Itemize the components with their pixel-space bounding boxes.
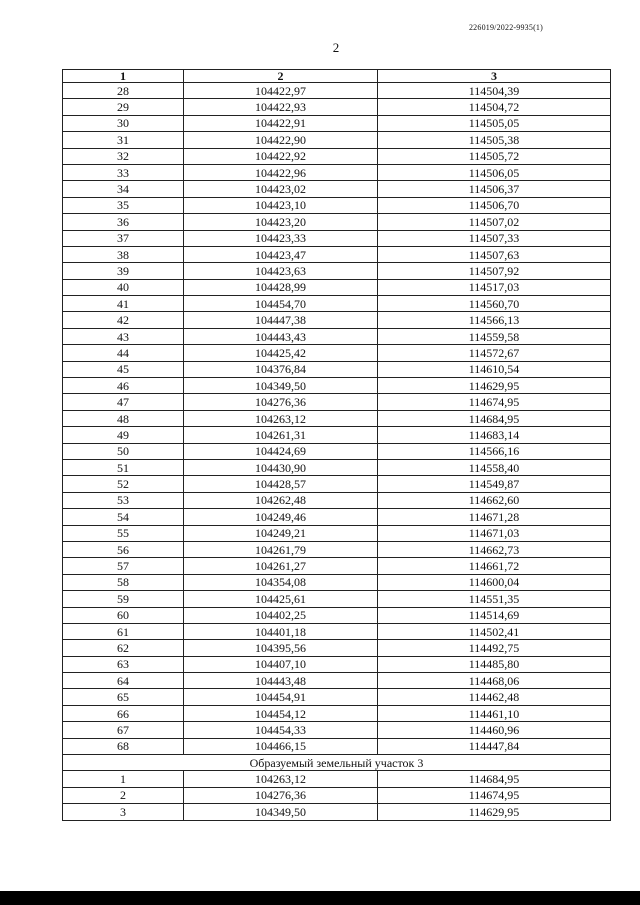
point-number-cell: 46	[63, 378, 184, 394]
table-row	[63, 640, 611, 656]
x-coordinate-cell: 104261,79	[184, 541, 378, 557]
table-row	[63, 673, 611, 689]
point-number-cell: 30	[63, 115, 184, 131]
x-coordinate-cell: 104428,99	[184, 279, 378, 295]
point-number-cell: 55	[63, 525, 184, 541]
x-coordinate-cell: 104423,33	[184, 230, 378, 246]
table-row	[63, 509, 611, 525]
table-row	[63, 410, 611, 426]
point-number-cell: 68	[63, 738, 184, 754]
y-coordinate-cell: 114661,72	[378, 558, 611, 574]
table-row	[63, 541, 611, 557]
x-coordinate-cell: 104354,08	[184, 574, 378, 590]
table-row	[63, 328, 611, 344]
table-row	[63, 443, 611, 459]
header-cell-y: 3	[378, 70, 611, 83]
point-number-cell: 59	[63, 591, 184, 607]
y-coordinate-cell: 114629,95	[378, 378, 611, 394]
point-number-cell: 47	[63, 394, 184, 410]
y-coordinate-cell: 114629,95	[378, 804, 611, 820]
section-title: Образуемый земельный участок 3	[63, 755, 611, 771]
table-row	[63, 296, 611, 312]
point-number-cell: 61	[63, 623, 184, 639]
point-number-cell: 41	[63, 296, 184, 312]
table-row	[63, 214, 611, 230]
point-number-cell: 56	[63, 541, 184, 557]
y-coordinate-cell: 114505,72	[378, 148, 611, 164]
document-number: 226019/2022-9935(1)	[468, 23, 543, 32]
point-number-cell: 44	[63, 345, 184, 361]
y-coordinate-cell: 114485,80	[378, 656, 611, 672]
x-coordinate-cell: 104423,63	[184, 263, 378, 279]
point-number-cell: 1	[63, 771, 184, 787]
point-number-cell: 64	[63, 673, 184, 689]
point-number-cell: 45	[63, 361, 184, 377]
point-number-cell: 67	[63, 722, 184, 738]
y-coordinate-cell: 114504,39	[378, 83, 611, 99]
table-row	[63, 164, 611, 180]
x-coordinate-cell: 104447,38	[184, 312, 378, 328]
table-row	[63, 181, 611, 197]
y-coordinate-cell: 114600,04	[378, 574, 611, 590]
table-row	[63, 246, 611, 262]
y-coordinate-cell: 114560,70	[378, 296, 611, 312]
point-number-cell: 52	[63, 476, 184, 492]
point-number-cell: 42	[63, 312, 184, 328]
table-row	[63, 378, 611, 394]
y-coordinate-cell: 114671,03	[378, 525, 611, 541]
y-coordinate-cell: 114572,67	[378, 345, 611, 361]
x-coordinate-cell: 104454,12	[184, 705, 378, 721]
point-number-cell: 33	[63, 164, 184, 180]
x-coordinate-cell: 104425,61	[184, 591, 378, 607]
x-coordinate-cell: 104249,21	[184, 525, 378, 541]
y-coordinate-cell: 114558,40	[378, 459, 611, 475]
x-coordinate-cell: 104430,90	[184, 459, 378, 475]
point-number-cell: 57	[63, 558, 184, 574]
y-coordinate-cell: 114506,37	[378, 181, 611, 197]
x-coordinate-cell: 104261,31	[184, 427, 378, 443]
table-row	[63, 525, 611, 541]
table-row	[63, 689, 611, 705]
y-coordinate-cell: 114549,87	[378, 476, 611, 492]
y-coordinate-cell: 114505,05	[378, 115, 611, 131]
table-row	[63, 738, 611, 754]
y-coordinate-cell: 114507,02	[378, 214, 611, 230]
table-row	[63, 591, 611, 607]
page-number: 2	[332, 40, 340, 55]
table-row	[63, 312, 611, 328]
x-coordinate-cell: 104424,69	[184, 443, 378, 459]
point-number-cell: 37	[63, 230, 184, 246]
point-number-cell: 3	[63, 804, 184, 820]
point-number-cell: 54	[63, 509, 184, 525]
x-coordinate-cell: 104349,50	[184, 378, 378, 394]
x-coordinate-cell: 104263,12	[184, 771, 378, 787]
y-coordinate-cell: 114517,03	[378, 279, 611, 295]
point-number-cell: 28	[63, 83, 184, 99]
y-coordinate-cell: 114684,95	[378, 771, 611, 787]
point-number-cell: 65	[63, 689, 184, 705]
y-coordinate-cell: 114566,16	[378, 443, 611, 459]
table-row	[63, 771, 611, 787]
x-coordinate-cell: 104263,12	[184, 410, 378, 426]
x-coordinate-cell: 104395,56	[184, 640, 378, 656]
y-coordinate-cell: 114506,05	[378, 164, 611, 180]
y-coordinate-cell: 114505,38	[378, 132, 611, 148]
point-number-cell: 39	[63, 263, 184, 279]
point-number-cell: 35	[63, 197, 184, 213]
point-number-cell: 29	[63, 99, 184, 115]
y-coordinate-cell: 114461,10	[378, 705, 611, 721]
table-row	[63, 804, 611, 820]
table-row	[63, 230, 611, 246]
y-coordinate-cell: 114671,28	[378, 509, 611, 525]
y-coordinate-cell: 114684,95	[378, 410, 611, 426]
y-coordinate-cell: 114662,60	[378, 492, 611, 508]
table-row	[63, 656, 611, 672]
y-coordinate-cell: 114462,48	[378, 689, 611, 705]
table-row	[63, 279, 611, 295]
y-coordinate-cell: 114507,63	[378, 246, 611, 262]
table-row	[63, 197, 611, 213]
y-coordinate-cell: 114447,84	[378, 738, 611, 754]
x-coordinate-cell: 104401,18	[184, 623, 378, 639]
x-coordinate-cell: 104422,92	[184, 148, 378, 164]
table-row	[63, 427, 611, 443]
y-coordinate-cell: 114514,69	[378, 607, 611, 623]
x-coordinate-cell: 104422,90	[184, 132, 378, 148]
table-row	[63, 476, 611, 492]
y-coordinate-cell: 114559,58	[378, 328, 611, 344]
y-coordinate-cell: 114674,95	[378, 787, 611, 803]
point-number-cell: 32	[63, 148, 184, 164]
table-row	[63, 361, 611, 377]
coordinates-table	[62, 69, 611, 821]
point-number-cell: 31	[63, 132, 184, 148]
x-coordinate-cell: 104423,10	[184, 197, 378, 213]
point-number-cell: 50	[63, 443, 184, 459]
header-row	[63, 70, 611, 83]
point-number-cell: 36	[63, 214, 184, 230]
x-coordinate-cell: 104454,91	[184, 689, 378, 705]
y-coordinate-cell: 114662,73	[378, 541, 611, 557]
point-number-cell: 2	[63, 787, 184, 803]
y-coordinate-cell: 114492,75	[378, 640, 611, 656]
point-number-cell: 49	[63, 427, 184, 443]
point-number-cell: 48	[63, 410, 184, 426]
point-number-cell: 51	[63, 459, 184, 475]
scan-bottom-edge	[0, 891, 640, 905]
table-row	[63, 574, 611, 590]
y-coordinate-cell: 114551,35	[378, 591, 611, 607]
x-coordinate-cell: 104422,93	[184, 99, 378, 115]
table-row	[63, 558, 611, 574]
point-number-cell: 34	[63, 181, 184, 197]
x-coordinate-cell: 104276,36	[184, 394, 378, 410]
table-row	[63, 459, 611, 475]
x-coordinate-cell: 104349,50	[184, 804, 378, 820]
x-coordinate-cell: 104422,91	[184, 115, 378, 131]
x-coordinate-cell: 104423,02	[184, 181, 378, 197]
x-coordinate-cell: 104407,10	[184, 656, 378, 672]
point-number-cell: 63	[63, 656, 184, 672]
x-coordinate-cell: 104428,57	[184, 476, 378, 492]
point-number-cell: 38	[63, 246, 184, 262]
table-row	[63, 705, 611, 721]
point-number-cell: 53	[63, 492, 184, 508]
x-coordinate-cell: 104262,48	[184, 492, 378, 508]
x-coordinate-cell: 104443,48	[184, 673, 378, 689]
table-row	[63, 394, 611, 410]
point-number-cell: 66	[63, 705, 184, 721]
x-coordinate-cell: 104402,25	[184, 607, 378, 623]
x-coordinate-cell: 104423,47	[184, 246, 378, 262]
point-number-cell: 40	[63, 279, 184, 295]
y-coordinate-cell: 114506,70	[378, 197, 611, 213]
x-coordinate-cell: 104466,15	[184, 738, 378, 754]
y-coordinate-cell: 114460,96	[378, 722, 611, 738]
x-coordinate-cell: 104454,70	[184, 296, 378, 312]
x-coordinate-cell: 104249,46	[184, 509, 378, 525]
table-row	[63, 132, 611, 148]
table-row	[63, 263, 611, 279]
x-coordinate-cell: 104376,84	[184, 361, 378, 377]
table-row	[63, 148, 611, 164]
table-row	[63, 115, 611, 131]
point-number-cell: 62	[63, 640, 184, 656]
y-coordinate-cell: 114502,41	[378, 623, 611, 639]
header-cell-x: 2	[184, 70, 378, 83]
x-coordinate-cell: 104443,43	[184, 328, 378, 344]
x-coordinate-cell: 104422,96	[184, 164, 378, 180]
table-row	[63, 607, 611, 623]
y-coordinate-cell: 114507,92	[378, 263, 611, 279]
header-cell-number: 1	[63, 70, 184, 83]
point-number-cell: 60	[63, 607, 184, 623]
x-coordinate-cell: 104276,36	[184, 787, 378, 803]
x-coordinate-cell: 104423,20	[184, 214, 378, 230]
y-coordinate-cell: 114504,72	[378, 99, 611, 115]
table-row	[63, 345, 611, 361]
table-row	[63, 623, 611, 639]
y-coordinate-cell: 114468,06	[378, 673, 611, 689]
table-body	[63, 83, 611, 821]
section-row	[63, 755, 611, 771]
x-coordinate-cell: 104422,97	[184, 83, 378, 99]
table-row	[63, 492, 611, 508]
y-coordinate-cell: 114674,95	[378, 394, 611, 410]
y-coordinate-cell: 114507,33	[378, 230, 611, 246]
y-coordinate-cell: 114566,13	[378, 312, 611, 328]
x-coordinate-cell: 104425,42	[184, 345, 378, 361]
table-row	[63, 99, 611, 115]
table-row	[63, 83, 611, 99]
y-coordinate-cell: 114610,54	[378, 361, 611, 377]
x-coordinate-cell: 104261,27	[184, 558, 378, 574]
point-number-cell: 58	[63, 574, 184, 590]
point-number-cell: 43	[63, 328, 184, 344]
table-row	[63, 787, 611, 803]
x-coordinate-cell: 104454,33	[184, 722, 378, 738]
table-row	[63, 722, 611, 738]
y-coordinate-cell: 114683,14	[378, 427, 611, 443]
